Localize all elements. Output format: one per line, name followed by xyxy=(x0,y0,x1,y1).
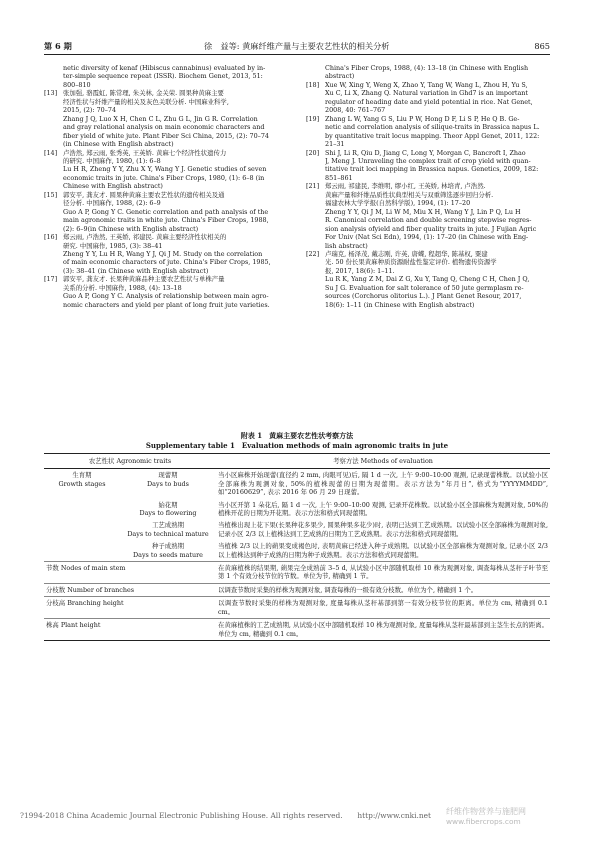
table-row xyxy=(44,583,550,596)
growth-stage-group-cell xyxy=(44,519,120,540)
reference-line: by quantitative trait locus mapping. Theor Appl Genet, 2011, 122: xyxy=(325,131,540,140)
table-row xyxy=(44,597,550,619)
reference-line: of main economic characters of jute. China's Fiber Crops, 1985, xyxy=(63,258,271,267)
stage-name-cell xyxy=(120,540,216,561)
watermark-cn: 纤维作物营养与施肥网 xyxy=(446,807,526,816)
references-left-column xyxy=(44,64,288,309)
reference-item xyxy=(44,191,288,233)
reference-line: 800–810 xyxy=(63,80,91,89)
reference-text xyxy=(63,275,288,309)
reference-line: Zhang J Q, Luo X H, Chen C L, Zhu G L, Jin G R. Correlation xyxy=(63,114,258,123)
reference-item xyxy=(306,250,550,309)
reference-number: [14] xyxy=(44,148,58,157)
reference-line: (3): 38–41 (in Chinese with English abstract) xyxy=(63,266,209,275)
table-caption-cn: 附表 1 黄麻主要农艺性状考察方法 xyxy=(240,431,354,440)
stage-name-cn: 现蕾期 xyxy=(158,471,178,480)
growth-stage-group-cell xyxy=(44,469,120,499)
method-description: 以调查节数时采集的样株为观测对象, 调查每株的一级有效分枝数。单位为个, 精确到 1 个。 xyxy=(216,583,550,596)
reference-item xyxy=(306,115,550,149)
table-row xyxy=(44,519,550,540)
table-row xyxy=(44,499,550,520)
reference-line: netic diversity of kenaf (Hibiscus cannabinus) evaluated by in- xyxy=(63,64,266,72)
stage-name-en: Days to seeds mature xyxy=(133,550,203,559)
reference-line: 851–861 xyxy=(325,173,353,182)
trait-name-cell: 节数 Nodes of main stem xyxy=(44,562,216,584)
reference-text xyxy=(325,182,550,250)
reference-line: 关系的分析. 中国麻作, 1988, (4): 13–18 xyxy=(63,283,182,292)
reference-line: (in Chinese with English abstract) xyxy=(63,140,174,149)
method-description: 当植株出现上花下果(长果种花多果少, 圆果种果多花少)时, 表明已达到工艺成熟期。以试验小区全部麻株为观测对象, 记录小区 2/3 以上植株达到工艺成熟的日期为工艺成熟期。表示方法和格式同现蕾期。 xyxy=(218,521,548,538)
col-header-methods: 考察方法 Methods of evaluation xyxy=(216,454,550,469)
stage-name-cell xyxy=(120,519,216,540)
stage-name-cell xyxy=(120,499,216,520)
reference-line: 报, 2017, 18(6): 1–11. xyxy=(325,266,395,275)
running-title: 徐 益等: 黄麻纤维产量与主要农艺性状的相关分析 xyxy=(204,41,390,51)
method-description: 在黄麻植株的结果期, 蒴果完全成熟前 3–5 d, 从试验小区中部随机取样 10 株为观测对象, 调查每株从茎秆子叶节至第 1 个有效分枝节位的节数。单位为节, 精确到 1 节。 xyxy=(216,562,550,584)
growth-stage-group-cell xyxy=(44,540,120,561)
reference-line: (2): 6–9(in Chinese with English abstract) xyxy=(63,224,199,233)
reference-text xyxy=(63,149,288,191)
stage-name-cell xyxy=(120,469,216,499)
reference-item xyxy=(306,182,550,250)
reference-line: 径分析. 中国麻作, 1988, (2): 6–9 xyxy=(63,199,161,208)
page-number: 865 xyxy=(534,41,550,51)
reference-line: 经济性状与纤维产量的相关及灰色关联分析. 中国麻业科学, xyxy=(63,97,229,106)
growth-stage-label-cn: 生育期 xyxy=(72,471,92,480)
reference-line: main agronomic traits in white jute. China's Fiber Crops, 1988, xyxy=(63,216,269,225)
reference-line: Xu C, Li X, Zhang Q. Natural variation in Ghd7 is an important xyxy=(325,89,528,98)
reference-number: [17] xyxy=(44,275,58,284)
stage-name-cn: 始花期 xyxy=(158,500,178,509)
reference-line: netic and correlation analysis of silique-traits in Brassica napus L. xyxy=(325,123,540,132)
stage-name-cn: 种子成熟期 xyxy=(152,542,184,551)
reference-line: Lu H R, Zheng Y Y, Zhu X Y, Wang Y J. Genetic studies of seven xyxy=(63,165,267,174)
reference-line: J, Meng J. Unraveling the complex trait of crop yield with quan- xyxy=(325,156,531,165)
reference-line: 光. 50 份长果黄麻种质资源耐盐性鉴定评价. 植物遗传资源学 xyxy=(325,258,497,267)
reference-line: 21–31 xyxy=(325,140,345,149)
trait-name-cell: 分枝高 Branching height xyxy=(44,597,216,619)
site-watermark xyxy=(446,806,526,826)
reference-number: [19] xyxy=(306,114,320,123)
reference-number: [21] xyxy=(306,182,320,191)
reference-number: [18] xyxy=(306,80,320,89)
reference-item xyxy=(306,149,550,183)
reference-line: 郑云雨, 卢浩然, 王英娇, 祁建民. 黄麻主要经济性状相关的 xyxy=(63,233,227,242)
reference-item xyxy=(44,89,288,148)
reference-item xyxy=(306,81,550,115)
reference-text xyxy=(325,115,550,149)
reference-line: titative trait loci mapping in Brassica napus. Genetics, 2009, 182: xyxy=(325,165,539,174)
reference-line: 福建农林大学学报(自然科学版), 1994, (1): 17–20 xyxy=(325,199,471,208)
stage-name-en: Days to flowering xyxy=(139,509,197,518)
reference-text xyxy=(63,233,288,275)
reference-line: nomic characters and yield per plant of long fruit jute varieties. xyxy=(63,300,270,309)
reference-line: 的研究. 中国麻作, 1980, (1): 6–8 xyxy=(63,156,161,165)
reference-line: 卢浩然, 郑云雨, 张秀英, 王英娇. 黄麻七个经济性状遗传力 xyxy=(63,148,227,157)
reference-line: Zheng Y Y, Qi J M, Li W M, Miu X H, Wang Y J, Lin P Q, Lu H xyxy=(325,207,521,216)
reference-item xyxy=(44,149,288,191)
reference-line: China's Fiber Crops, 1988, (4): 13–18 (in Chinese with English xyxy=(325,64,529,72)
issue-number: 第 6 期 xyxy=(44,41,72,51)
reference-line: 研究. 中国麻作, 1985, (3): 38–41 xyxy=(63,241,163,250)
reference-line: Shi J, Li R, Qiu D, Jiang C, Long Y, Morgan C, Bancroft I, Zhao xyxy=(325,148,526,157)
table-header-row xyxy=(44,454,550,469)
reference-text xyxy=(325,149,550,183)
reference-line: For Univ (Nat Sci Edn), 1994, (1): 17–20 (in Chinese with Eng- xyxy=(325,233,529,242)
reference-line: 郭安平, 龚友才. 圆果种黄麻主要农艺性状的遗传相关及通 xyxy=(63,190,225,199)
reference-line: regulator of heading date and yield potential in rice. Nat Genet, xyxy=(325,97,533,106)
reference-text xyxy=(325,81,550,115)
references-right-column xyxy=(306,64,550,309)
growth-stage-label-en: Growth stages xyxy=(58,479,106,488)
growth-stage-group-cell xyxy=(44,499,120,520)
table-row xyxy=(44,619,550,641)
reference-line: Zheng Y Y, Lu H R, Wang Y J, Qi J M. Study on the correlation xyxy=(63,249,263,258)
reference-line: 黄麻产量和纤维品质性状典型相关与双重筛选逐步回归分析. xyxy=(325,190,494,199)
reference-line: Lu R K, Yang Z M, Dai Z G, Xu Y, Tang Q, Cheng C H, Chen J Q, xyxy=(325,275,530,284)
reference-number: [22] xyxy=(306,249,320,258)
reference-line: fiber yield of white jute. Plant Fiber Sci China, 2015, (2): 70–74 xyxy=(63,131,269,140)
reference-number: [16] xyxy=(44,233,58,242)
method-description: 以调查节数时采集的样株为观测对象, 度量每株从茎秆基部到第一有效分枝节位的距离。单位为 cm, 精确到 0.1 cm。 xyxy=(216,597,550,619)
method-description: 当植株 2/3 以上的蒴果变成褐色时, 表明黄麻已经进入种子成熟期。以试验小区全部麻株为观测对象, 记录小区 2/3 以上植株达到种子成熟的日期为种子成熟期。表示方法和格式同现蕾期。 xyxy=(218,542,548,559)
reference-line: Zhang L W, Yang G S, Liu P W, Hong D F, Li S P, He Q B. Ge- xyxy=(325,114,520,123)
method-description: 当小区麻株开始现蕾(直径约 2 mm, 肉眼可见)后, 隔 1 d 一次, 上午 9:00–10:00 观测, 记录现蕾株数。以试验小区全部麻株为观测对象, 50%的植株现蕾的日期为现蕾期。表示方法为“年月日”, 格式为“YYYYMMDD”, 如“20160629”, 表示 2016 年 06 月 29 日现蕾。 xyxy=(218,471,548,497)
table-row xyxy=(44,562,550,584)
table-caption-en: Supplementary table 1 Evaluation methods of main agronomic traits in jute xyxy=(145,441,449,450)
reference-line: 张加强, 骆霞虹, 陈常理, 朱关林, 金关荣. 圆果种黄麻主要 xyxy=(63,89,224,98)
reference-text xyxy=(325,250,550,309)
reference-line: Guo A P, Gong Y C. Analysis of relationship between main agro- xyxy=(63,292,269,301)
reference-item xyxy=(306,64,550,81)
col-header-traits: 农艺性状 Agronomic traits xyxy=(44,454,216,469)
reference-line: 郑云雨, 祁建民, 李维明, 缪小红, 王英娇, 林培青, 卢浩然. xyxy=(325,182,486,191)
reference-text xyxy=(325,64,550,81)
stage-name-en: Days to technical mature xyxy=(127,529,209,538)
trait-name-cell: 分枝数 Number of branches xyxy=(44,583,216,596)
reference-line: 卢瑞克, 杨泽茂, 戴志刚, 许英, 唐蝶, 程超华, 陈基权, 粟建 xyxy=(325,249,488,258)
method-description: 当小区开第 1 朵花后, 隔 1 d 一次, 上午 9:00–10:00 观测, 记录开花株数。以试验小区全部麻株为观测对象, 50%的植株开花的日期为开花期。表示方法和格式同现蕾期。 xyxy=(218,500,548,518)
stage-name-cn: 工艺成熟期 xyxy=(152,521,184,530)
table-row xyxy=(44,540,550,561)
reference-line: Xue W, Xing Y, Weng X, Zhao Y, Tang W, Wang L, Zhou H, Yu S, xyxy=(325,80,528,89)
reference-line: Su J G. Evaluation for salt tolerance of 50 jute germplasm re- xyxy=(325,283,524,292)
reference-line: economic traits in jute. China's Fiber Crops, 1980, (1): 6–8 (in xyxy=(63,173,265,182)
trait-name-cell: 株高 Plant height xyxy=(44,619,216,641)
table-row xyxy=(44,469,550,499)
reference-line: 2008, 40: 761–767 xyxy=(325,106,386,115)
running-header xyxy=(44,40,550,55)
traits-table xyxy=(44,453,550,641)
reference-line: ter-simple sequence repeat (ISSR). Biochem Genet, 2013, 51: xyxy=(63,72,263,81)
reference-line: and gray relational analysis on main economic characters and xyxy=(63,123,265,132)
reference-text xyxy=(63,89,288,148)
reference-text xyxy=(63,64,288,89)
reference-line: abstract) xyxy=(325,72,355,81)
reference-number: [15] xyxy=(44,190,58,199)
stage-name-en: Days to buds xyxy=(147,479,189,488)
reference-line: R. Canonical correlation and double screening stepwise regres- xyxy=(325,216,532,225)
copyright-footer: ?1994-2018 China Academic Journal Electronic Publishing House. All rights reserved. http://www.cnki.net xyxy=(20,811,431,820)
reference-text xyxy=(63,191,288,233)
reference-item xyxy=(44,275,288,309)
reference-number: [13] xyxy=(44,89,58,98)
reference-line: 郭安平, 龚友才. 长果种黄麻品种主要农艺性状与单株产量 xyxy=(63,275,225,284)
reference-item xyxy=(44,64,288,89)
reference-line: sources (Corchorus olitorius L.). J Plant Genet Resour, 2017, xyxy=(325,292,522,301)
reference-line: Chinese with English abstract) xyxy=(63,182,163,191)
reference-line: 18(6): 1–11 (in Chinese with English abstract) xyxy=(325,300,475,309)
reference-line: 2015, (2): 70–74 xyxy=(63,106,117,115)
watermark-url: www.fibercrops.com xyxy=(446,817,521,826)
reference-line: lish abstract) xyxy=(325,241,368,250)
reference-item xyxy=(44,233,288,275)
reference-line: Guo A P, Gong Y C. Genetic correlation and path analysis of the xyxy=(63,207,269,216)
method-description: 在黄麻植株的工艺成熟期, 从试验小区中部随机取样 10 株为观测对象, 度量每株从茎秆最基部到主茎生长点的距离。单位为 cm, 精确到 0.1 cm。 xyxy=(216,619,550,641)
reference-number: [20] xyxy=(306,148,320,157)
reference-line: sion analysis ofyield and fiber quality traits in jute. J Fujian Agric xyxy=(325,224,537,233)
